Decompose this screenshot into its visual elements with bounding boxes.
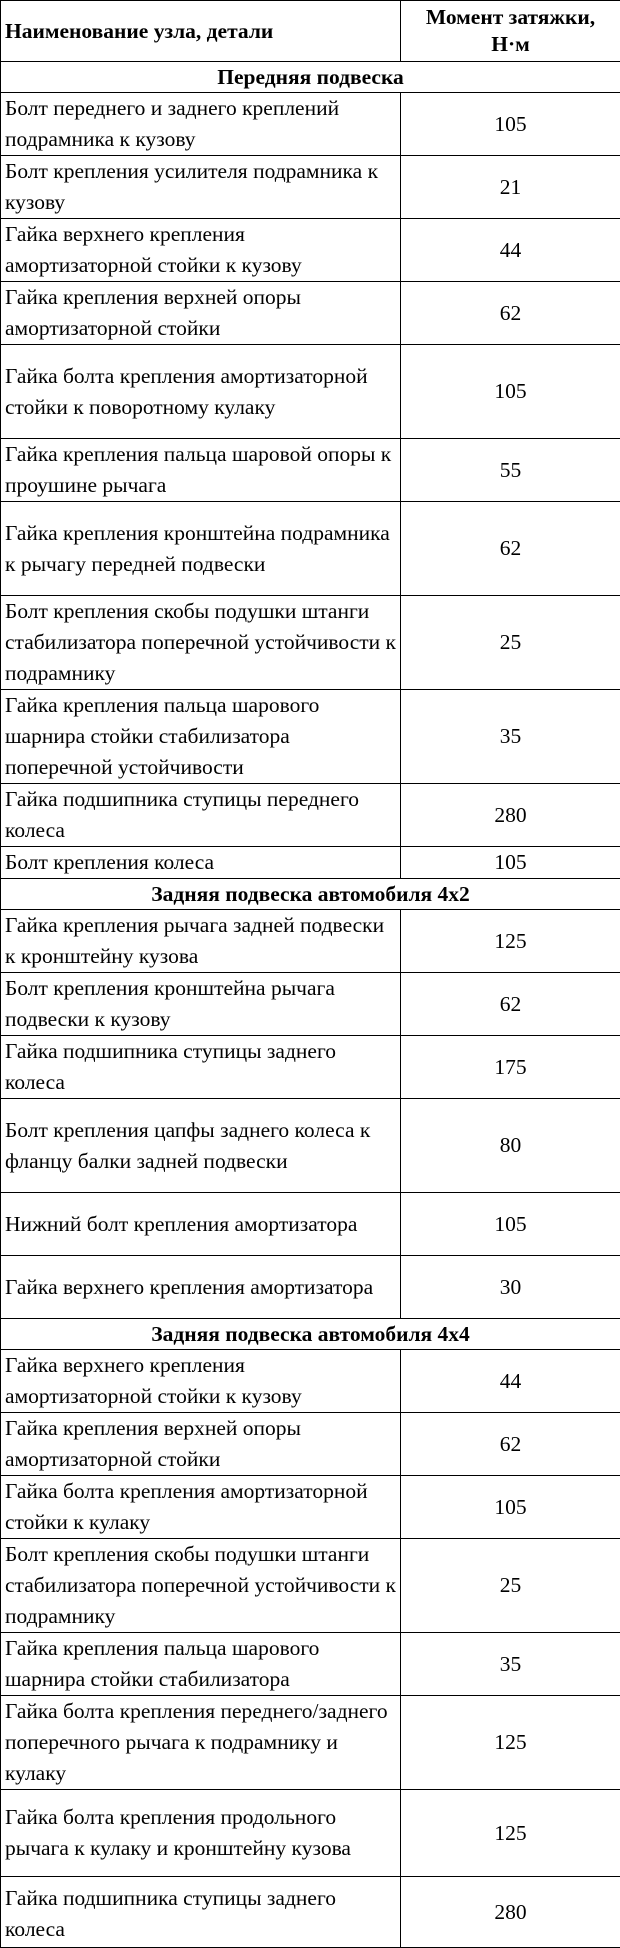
torque-value-cell: 62 (401, 502, 620, 596)
table-row (1, 1413, 620, 1476)
part-name-cell: Гайка болта крепления амортизаторной стойки к поворотному кулаку (1, 345, 401, 439)
table-row (1, 1877, 620, 1948)
torque-value-cell: 44 (401, 219, 620, 282)
part-name-cell: Болт крепления колеса (1, 847, 401, 879)
torque-value-cell: 62 (401, 973, 620, 1036)
part-name-cell: Гайка подшипника ступицы заднего колеса (1, 1877, 401, 1948)
section-header-row (1, 879, 620, 910)
torque-value-cell: 21 (401, 156, 620, 219)
part-name-cell: Гайка подшипника ступицы заднего колеса (1, 1036, 401, 1099)
torque-value-cell: 105 (401, 847, 620, 879)
table-row (1, 1350, 620, 1413)
part-name-cell: Гайка верхнего крепления амортизаторной стойки к кузову (1, 1350, 401, 1413)
part-name-cell: Нижний болт крепления амортизатора (1, 1193, 401, 1256)
section-header-row (1, 1319, 620, 1350)
torque-value-cell: 125 (401, 910, 620, 973)
table-row (1, 156, 620, 219)
part-name-cell: Гайка крепления верхней опоры амортизаторной стойки (1, 282, 401, 345)
part-name-cell: Гайка болта крепления продольного рычага к кулаку и кронштейну кузова (1, 1790, 401, 1877)
torque-value-cell: 175 (401, 1036, 620, 1099)
torque-value-cell: 105 (401, 1476, 620, 1539)
part-name-cell: Гайка болта крепления амортизаторной стойки к кулаку (1, 1476, 401, 1539)
header-value-cell: Момент затяжки, Н·м (401, 1, 620, 62)
table-row (1, 345, 620, 439)
table-row (1, 1539, 620, 1633)
table-row (1, 596, 620, 690)
part-name-cell: Гайка крепления пальца шаровой опоры к проушине рычага (1, 439, 401, 502)
table-row (1, 784, 620, 847)
part-name-cell: Болт крепления скобы подушки штанги стабилизатора поперечной устойчивости к подрамнику (1, 596, 401, 690)
torque-value-cell: 105 (401, 93, 620, 156)
part-name-cell: Гайка крепления рычага задней подвески к кронштейну кузова (1, 910, 401, 973)
torque-value-cell: 280 (401, 784, 620, 847)
part-name-cell: Гайка верхнего крепления амортизаторной стойки к кузову (1, 219, 401, 282)
torque-value-cell: 55 (401, 439, 620, 502)
table-row (1, 282, 620, 345)
table-row (1, 1790, 620, 1877)
section-title-rear-suspension-4x4: Задняя подвеска автомобиля 4х4 (1, 1319, 620, 1350)
section-title-rear-suspension-4x2: Задняя подвеска автомобиля 4х2 (1, 879, 620, 910)
torque-value-cell: 25 (401, 596, 620, 690)
table-row (1, 1696, 620, 1790)
header-name-cell: Наименование узла, детали (1, 1, 401, 62)
torque-value-cell: 125 (401, 1790, 620, 1877)
section-header-row (1, 62, 620, 93)
table-row (1, 93, 620, 156)
part-name-cell: Гайка подшипника ступицы переднего колеса (1, 784, 401, 847)
header-row (1, 1, 620, 62)
torque-value-cell: 35 (401, 690, 620, 784)
table-row (1, 973, 620, 1036)
table-row (1, 439, 620, 502)
torque-value-cell: 280 (401, 1877, 620, 1948)
part-name-cell: Болт крепления скобы подушки штанги стабилизатора поперечной устойчивости к подрамнику (1, 1539, 401, 1633)
table-row (1, 502, 620, 596)
torque-value-cell: 44 (401, 1350, 620, 1413)
part-name-cell: Болт крепления кронштейна рычага подвески к кузову (1, 973, 401, 1036)
part-name-cell: Болт крепления цапфы заднего колеса к фланцу балки задней подвески (1, 1099, 401, 1193)
section-title-front-suspension: Передняя подвеска (1, 62, 620, 93)
torque-value-cell: 105 (401, 1193, 620, 1256)
table-row (1, 847, 620, 879)
table-row (1, 910, 620, 973)
table-row (1, 219, 620, 282)
torque-value-cell: 80 (401, 1099, 620, 1193)
table-row (1, 1633, 620, 1696)
torque-value-cell: 105 (401, 345, 620, 439)
part-name-cell: Болт крепления усилителя подрамника к кузову (1, 156, 401, 219)
torque-value-cell: 35 (401, 1633, 620, 1696)
part-name-cell: Гайка верхнего крепления амортизатора (1, 1256, 401, 1319)
part-name-cell: Гайка крепления пальца шарового шарнира стойки стабилизатора поперечной устойчивости (1, 690, 401, 784)
table-row (1, 1476, 620, 1539)
part-name-cell: Болт переднего и заднего креплений подрамника к кузову (1, 93, 401, 156)
part-name-cell: Гайка крепления пальца шарового шарнира стойки стабилизатора (1, 1633, 401, 1696)
torque-value-cell: 30 (401, 1256, 620, 1319)
torque-value-cell: 62 (401, 282, 620, 345)
torque-value-cell: 62 (401, 1413, 620, 1476)
part-name-cell: Гайка крепления кронштейна подрамника к рычагу передней подвески (1, 502, 401, 596)
table-row (1, 690, 620, 784)
torque-value-cell: 25 (401, 1539, 620, 1633)
table-row (1, 1099, 620, 1193)
table-row (1, 1036, 620, 1099)
table-row (1, 1256, 620, 1319)
part-name-cell: Гайка крепления верхней опоры амортизаторной стойки (1, 1413, 401, 1476)
table-row (1, 1193, 620, 1256)
part-name-cell: Гайка болта крепления переднего/заднего поперечного рычага к подрамнику и кулаку (1, 1696, 401, 1790)
torque-value-cell: 125 (401, 1696, 620, 1790)
